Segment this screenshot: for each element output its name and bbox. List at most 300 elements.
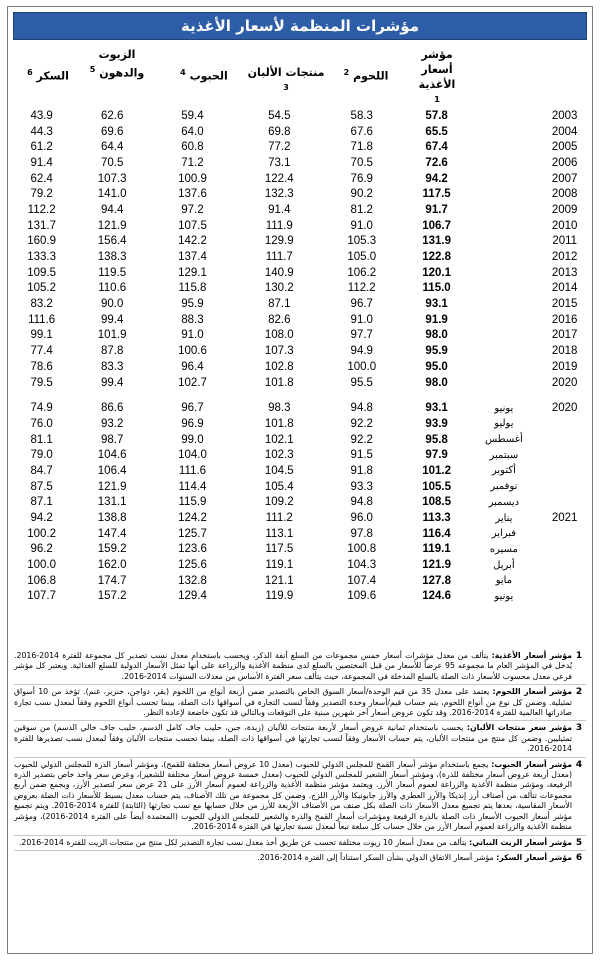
gap-cell: [8, 390, 594, 400]
month-label: [472, 343, 535, 359]
table-row: [8, 265, 594, 281]
month-label: أغسطس: [484, 434, 523, 446]
oils-value: 62.6: [100, 109, 124, 122]
footnote-text: [14, 651, 572, 682]
month-label: أكتوبر: [491, 465, 516, 477]
table-row: [8, 171, 594, 187]
table-body: [8, 108, 594, 604]
table-row: [8, 234, 594, 250]
meat-value: 91.5: [350, 449, 373, 462]
footnote-text: [14, 723, 572, 754]
sugar-value: 91.4: [30, 156, 53, 169]
table-row: [8, 108, 594, 124]
dairy-value: 109.2: [264, 496, 294, 509]
footnote-number: 3: [575, 723, 583, 734]
oils-value: 138.8: [97, 512, 127, 525]
month-label: ديسمبر: [488, 496, 520, 508]
dairy-value: 117.5: [265, 543, 294, 556]
food-index-value: 72.6: [425, 156, 448, 169]
cereals-value: 137.4: [178, 251, 207, 264]
cereals-value: 96.9: [181, 417, 204, 430]
sugar-value: 79.5: [30, 376, 53, 389]
cereals-value: 124.2: [178, 512, 207, 525]
food-index-value: 119.1: [422, 543, 451, 556]
food-index-value: 115.0: [422, 282, 451, 295]
cereals-value: 99.0: [181, 433, 204, 446]
month-label: [472, 359, 535, 375]
dairy-value: 129.9: [264, 235, 294, 248]
sugar-value: 160.9: [27, 235, 57, 248]
cereals-value: 125.6: [178, 559, 207, 572]
sugar-value: 81.1: [30, 433, 53, 446]
dairy-value: 102.1: [264, 433, 294, 446]
food-index-value: 95.8: [425, 433, 448, 446]
oils-value: 90.0: [100, 298, 124, 311]
oils-value: 156.4: [97, 235, 127, 248]
table-row: [8, 542, 594, 558]
table-row: [8, 447, 594, 463]
footnote-number: 6: [575, 852, 583, 863]
footnote-body: يحسب باستخدام ثمانية عروض أسعار لأربعة منتجات للألبان (زبدة، جبن، حليب جاف كامل الدسم، حليب جاف خالي الدسم) من سوقين تمثيليين. وضمن كل منتج من منتجات الألبان، يتم حساب الأسعار وفقاً لنسب تجارتها في أسواقها ذات الصلة، بينما تحسب منتجات الألبان وفقاً لمعدل نسب تصديرها للفترة 2014-2016.: [14, 723, 572, 754]
page: [7, 6, 593, 954]
footnote: [14, 760, 586, 836]
year-label: 2011: [552, 235, 578, 248]
year-label: [535, 589, 594, 605]
oils-value: 138.3: [97, 251, 127, 264]
footnote-text: [14, 687, 572, 718]
food-index-value: 106.7: [422, 219, 451, 232]
food-index-value: 67.4: [425, 141, 448, 154]
table-row: [8, 296, 594, 312]
meat-value: 58.3: [350, 109, 373, 122]
year-label: 2016: [551, 313, 578, 326]
cereals-value: 129.4: [178, 590, 207, 603]
meat-value: 91.0: [350, 219, 373, 232]
year-label: [535, 416, 594, 432]
food-index-value: 127.8: [422, 574, 451, 587]
year-label: 2005: [551, 141, 578, 154]
year-label: 2012: [551, 251, 578, 264]
sugar-value: 79.2: [30, 188, 53, 201]
sugar-value: 43.9: [30, 109, 53, 122]
footnote-title: مؤشر سعر منتجات الألبان:: [466, 723, 572, 733]
sugar-value: 74.9: [30, 402, 53, 415]
dairy-value: 108.0: [264, 329, 294, 342]
food-index-value: 101.2: [422, 464, 451, 477]
footnote-number: 1: [575, 651, 583, 661]
sugar-value: 111.6: [28, 313, 56, 326]
cereals-value: 60.8: [181, 141, 204, 154]
meat-value: 105.0: [347, 251, 377, 264]
month-label: [472, 328, 535, 344]
table-row: [8, 432, 594, 448]
footnote: [14, 838, 586, 851]
meat-value: 94.8: [350, 402, 373, 415]
year-label: 2015: [551, 298, 578, 311]
dairy-value: 105.4: [264, 480, 294, 493]
dairy-value: 91.4: [268, 203, 291, 216]
sugar-value: 109.5: [27, 266, 57, 279]
year-label: [535, 557, 594, 573]
table-row: [8, 479, 594, 495]
month-label: [472, 249, 535, 265]
month-label: [472, 139, 535, 155]
year-label: [535, 479, 594, 495]
dairy-value: 140.9: [264, 266, 294, 279]
cereals-value: 91.0: [181, 329, 204, 342]
meat-value: 94.8: [350, 496, 373, 509]
table-row: [8, 281, 594, 297]
footnote-text: [14, 760, 572, 833]
cereals-value: 123.6: [178, 543, 207, 556]
dairy-value: 102.8: [264, 360, 294, 373]
dairy-value: 98.3: [268, 402, 291, 415]
table-row: [8, 124, 594, 140]
month-label: نوفمبر: [490, 481, 518, 493]
food-index-value: 98.0: [425, 376, 448, 389]
oils-value: 121.9: [97, 480, 127, 493]
month-label: مايو: [495, 575, 513, 587]
oils-value: 69.6: [100, 125, 124, 138]
dairy-value: 111.2: [265, 512, 293, 525]
oils-value: 174.7: [97, 574, 127, 587]
header-meat: اللحوم $^2$: [343, 68, 389, 83]
meat-value: 70.5: [350, 156, 373, 169]
meat-value: 71.8: [350, 141, 373, 154]
meat-value: 106.2: [347, 266, 377, 279]
dairy-value: 101.8: [264, 417, 294, 430]
year-label: 2004: [551, 125, 578, 138]
header-food: مؤشر أسعار الأغذية $^1$: [418, 48, 456, 104]
month-label: [472, 108, 535, 124]
table-row: [8, 202, 594, 218]
food-index-value: 91.7: [425, 203, 448, 216]
oils-value: 157.2: [97, 590, 127, 603]
footnote-title: مؤشر أسعار الزيت النباتي:: [469, 837, 572, 847]
oils-value: 93.2: [100, 417, 124, 430]
month-label: يونيو: [494, 402, 514, 414]
meat-value: 92.2: [350, 433, 373, 446]
table-row: [8, 343, 594, 359]
oils-value: 83.3: [100, 360, 124, 373]
month-label: [472, 296, 535, 312]
sugar-value: 77.4: [30, 345, 53, 358]
table-row: [8, 312, 594, 328]
sugar-value: 62.4: [30, 172, 53, 185]
oils-value: 110.6: [98, 282, 127, 295]
meat-value: 96.7: [350, 298, 373, 311]
footnote-title: مؤشر أسعار الحبوب:: [491, 759, 572, 769]
meat-value: 96.0: [350, 512, 373, 525]
dairy-value: 122.4: [264, 172, 294, 185]
footnote-body: يجمع باستخدام مؤشر أسعار القمح للمجلس الدولي للحبوب (معدل 10 عروض أسعار مختلفة للقمح)، ومؤشر أسعار الذرة للمجلس الدولي للحبوب (معدل أربعة عروض أسعار مختلفة للذرة)، ومؤشر أسعار الشعير للمجلس الدولي للحبوب (معدل خمسة عروض أسعار مختلفة للشعير)، وعرض سعر واحد خاص بتصدير الذرة الرفيعة، ومؤشر منظمة الأغذية والزراعة لعموم أسعار الأرز. ويعتمد مؤشر منظمة الأغذية والزراعة لعموم أسعار الأرز على 21 عرض سعر لتصدير الأرز، ويجمع ضمن أربع مجموعات تتألف من أصناف أرز إنديكا والأرز العطري والأرز جابونيكا والأرز اللزج. وضمن كل مجموعة من تلك الأصناف، يتم حساب معدل بسيط للأسعار ذات الصلة بعروض الأسعار المقاسية، بعدها يتم تجميع معدل الأسعار ذات الصلة بكل صنف من الأصناف الأربعة للأرز من خلال حسابها مع نسب تجارتها (الثابتة) للفترة 2014-2016. ويتم تجميع مؤشر أسعار الحبوب الأسعار ذات الصلة بالذرة الرفيعة ومؤشرات أسعار القمح والذرة والشعير للمجلس الدولي للحبوب (المعتمدة أيضاً على الفترة 2014-2016)، ومؤشر منظمة الأغذية والزراعة لعموم أسعار الأرز من خلال حساب كل سلعة تبعاً لمعدل نسبة تجارتها في الفترة 2014-2016.: [14, 759, 573, 832]
year-label: [535, 542, 594, 558]
month-label: [472, 202, 535, 218]
year-label: 2003: [551, 109, 578, 122]
dairy-value: 119.9: [265, 590, 294, 603]
food-index-value: 95.9: [425, 345, 448, 358]
dairy-value: 69.8: [268, 125, 291, 138]
price-index-table: [8, 108, 594, 604]
table-row: [8, 328, 594, 344]
oils-value: 104.6: [97, 449, 127, 462]
meat-value: 105.3: [347, 235, 377, 248]
table-row: [8, 218, 594, 234]
food-index-value: 65.5: [425, 125, 448, 138]
cereals-value: 111.6: [178, 464, 206, 477]
sugar-value: 100.2: [27, 527, 57, 540]
food-index-value: 94.2: [425, 172, 448, 185]
dairy-value: 107.3: [264, 345, 294, 358]
year-label: 2013: [551, 266, 578, 279]
dairy-value: 130.2: [264, 282, 294, 295]
year-label: [535, 526, 594, 542]
food-index-value: 108.5: [422, 496, 451, 509]
footnote-number: 5: [575, 837, 583, 848]
dairy-value: 77.2: [268, 141, 291, 154]
oils-value: 141.0: [97, 188, 127, 201]
footnote-title: مؤشر أسعار الأغذية:: [491, 651, 572, 660]
food-index-value: 117.5: [422, 188, 451, 201]
oils-value: 101.9: [97, 329, 127, 342]
dairy-value: 121.1: [264, 574, 294, 587]
food-index-value: 113.3: [422, 512, 451, 525]
cereals-value: 96.4: [181, 360, 204, 373]
cereals-value: 115.9: [178, 496, 207, 509]
oils-value: 106.4: [97, 464, 127, 477]
month-label: يوليو: [494, 418, 514, 430]
meat-value: 76.9: [350, 172, 373, 185]
cereals-value: 129.1: [178, 266, 207, 279]
oils-value: 162.0: [97, 559, 127, 572]
meat-value: 95.5: [350, 376, 373, 389]
year-label: 2018: [551, 345, 578, 358]
sugar-value: 107.7: [27, 590, 57, 603]
cereals-value: 132.8: [178, 574, 207, 587]
dairy-value: 73.1: [268, 156, 291, 169]
footnote-number: 4: [575, 759, 583, 770]
meat-value: 104.3: [347, 559, 377, 572]
cereals-value: 100.9: [178, 172, 207, 185]
dairy-value: 111.9: [265, 219, 293, 232]
cereals-value: 102.7: [178, 376, 207, 389]
cereals-value: 107.5: [178, 219, 207, 232]
oils-value: 99.4: [100, 313, 124, 326]
table-row: [8, 359, 594, 375]
table-row: [8, 526, 594, 542]
oils-value: 107.3: [97, 172, 127, 185]
month-label: فبراير: [491, 528, 517, 540]
year-label: 2014: [551, 282, 578, 295]
footnote-body: يتألف من معدل أسعار 10 زيوت مختلفة تحسب عن طريق أخذ معدل نسب تجارة التصدير لكل منتج من منتجات الزيت للفترة 2014-2016.: [18, 837, 467, 847]
month-label: [472, 124, 535, 140]
dairy-value: 119.1: [265, 559, 294, 572]
dairy-value: 111.7: [265, 251, 293, 264]
meat-value: 92.2: [350, 417, 373, 430]
food-index-value: 131.9: [422, 235, 451, 248]
cereals-value: 88.3: [181, 313, 204, 326]
month-label: [472, 234, 535, 250]
sugar-value: 79.0: [30, 449, 53, 462]
year-label: 2020: [551, 402, 578, 415]
oils-value: 119.5: [98, 266, 127, 279]
sugar-value: 84.7: [30, 464, 53, 477]
footnote-title: مؤشر أسعار السكر:: [496, 852, 572, 862]
meat-value: 94.9: [350, 345, 373, 358]
month-label: سبتمبر: [489, 449, 519, 461]
meat-value: 107.4: [347, 574, 377, 587]
oils-value: 94.4: [100, 203, 124, 216]
cereals-value: 64.0: [181, 125, 204, 138]
footnote-text: [14, 838, 572, 848]
food-index-value: 122.8: [422, 251, 451, 264]
footnote: [14, 687, 586, 721]
table-row: [8, 510, 594, 526]
dairy-value: 101.8: [264, 376, 294, 389]
meat-value: 109.6: [347, 590, 377, 603]
sugar-value: 106.8: [27, 574, 57, 587]
cereals-value: 104.0: [178, 449, 207, 462]
year-label: 2006: [551, 156, 578, 169]
footnote-body: مؤشر أسعار الاتفاق الدولي بشأن السكر استناداً إلى الفترة 2014-2016.: [257, 852, 494, 862]
year-label: [535, 432, 594, 448]
sugar-value: 76.0: [30, 417, 53, 430]
footnote: [14, 853, 586, 865]
food-index-value: 121.9: [422, 559, 451, 572]
header-dairy: منتجات الألبان $^3$: [247, 66, 325, 92]
sugar-value: 78.6: [30, 360, 53, 373]
dairy-value: 54.5: [268, 109, 291, 122]
sugar-value: 133.3: [27, 251, 57, 264]
year-label: 2019: [551, 360, 578, 373]
meat-value: 100.8: [347, 543, 377, 556]
table-row: [8, 416, 594, 432]
oils-value: 159.2: [97, 543, 127, 556]
oils-value: 98.7: [100, 433, 124, 446]
month-label: [472, 218, 535, 234]
month-label: [472, 312, 535, 328]
footnote-body: يتألف من معدل مؤشرات أسعار خمس مجموعات من السلع آنفة الذكر، ويحسب باستخدام معدل نسب تصدير كل مجموعة للفترة 2014-2016. يُدخل في المؤشر العام ما مجموعه 95 عرضاً للأسعار من قبل المختصين بالسلع لدى منظمة الأغذية والزراعة على أنها تمثل الأسعار الدولية للسلع الغذائية. ويعتبر كل مؤشر فرعي معدل محسوب للأسعار ذات الصلة بالسلع المدخلة في المجموعة، حيث يتألف سعر الفترة الأساس من معدلات السنوات 2014-2016.: [14, 651, 572, 681]
month-label: يونيو: [494, 590, 514, 602]
sugar-value: 112.2: [27, 203, 56, 216]
cereals-value: 142.2: [178, 235, 207, 248]
dairy-value: 87.1: [268, 298, 291, 311]
cereals-value: 115.8: [178, 282, 207, 295]
meat-value: 112.2: [347, 282, 376, 295]
footnote-title: مؤشر أسعار اللحوم:: [492, 687, 573, 697]
meat-value: 81.2: [350, 203, 373, 216]
food-index-value: 116.4: [422, 527, 451, 540]
footnotes: [14, 651, 586, 867]
dairy-value: 132.3: [264, 188, 294, 201]
table-row: [8, 155, 594, 171]
page-title: مؤشرات المنظمة لأسعار الأغذية: [181, 17, 419, 35]
oils-value: 147.4: [97, 527, 127, 540]
sugar-value: 87.5: [30, 480, 53, 493]
sugar-value: 100.0: [27, 559, 57, 572]
table-row: [8, 557, 594, 573]
year-label: [535, 495, 594, 511]
oils-value: 99.4: [100, 376, 124, 389]
year-label: [535, 447, 594, 463]
sugar-value: 94.2: [30, 512, 53, 525]
sugar-value: 105.2: [27, 282, 57, 295]
year-label: 2007: [551, 172, 578, 185]
oils-value: 121.9: [97, 219, 127, 232]
meat-value: 90.2: [350, 188, 373, 201]
meat-value: 67.6: [350, 125, 373, 138]
meat-value: 97.7: [350, 329, 373, 342]
table-row: [8, 589, 594, 605]
meat-value: 100.0: [347, 360, 377, 373]
table-row: [8, 249, 594, 265]
month-label: [472, 171, 535, 187]
year-label: 2017: [551, 329, 578, 342]
footnote-number: 2: [575, 687, 583, 698]
header-cereals: الحبوب $^4$: [180, 68, 228, 83]
dairy-value: 102.3: [264, 449, 294, 462]
food-index-value: 95.0: [425, 360, 448, 373]
month-label: أبريل: [493, 559, 515, 571]
header-oils: الزيوت والدهون $^5$: [89, 48, 145, 80]
title-banner: [13, 12, 587, 40]
month-label: [472, 375, 535, 391]
year-label: [535, 463, 594, 479]
table-row: [8, 573, 594, 589]
month-label: [472, 281, 535, 297]
month-label: يناير: [495, 512, 513, 524]
month-label: مسيره: [489, 543, 518, 555]
section-gap: [8, 390, 594, 400]
cereals-value: 71.2: [181, 156, 204, 169]
cereals-value: 114.4: [178, 480, 207, 493]
table-row: [8, 495, 594, 511]
year-label: 2021: [551, 512, 578, 525]
food-index-value: 93.1: [425, 298, 448, 311]
sugar-value: 44.3: [30, 125, 53, 138]
cereals-value: 95.9: [181, 298, 204, 311]
year-label: 2010: [551, 219, 578, 232]
oils-value: 131.1: [97, 496, 127, 509]
cereals-value: 125.7: [178, 527, 207, 540]
table-row: [8, 139, 594, 155]
food-index-value: 120.1: [422, 266, 451, 279]
footnote-body: يعتمد على معدل 35 من قيم الوحدة/أسعار السوق الخاص بالتصدير ضمن أربعة أنواع من اللحوم (بقر، دواجن، خنزير، غنم). تؤخذ من 10 أسواق تمثيلية. وضمن كل نوع من أنواع اللحوم، يتم حساب قيم/أسعار وحدة التصدير وفقاً لنسب التجارة في أسواقها ذات الصلة، بينما تحسب أنواع اللحوم وفقاً لمعدل نسب تجارة صادراتها العالمية للفترة 2014-2016. وقد تكون عروض أسعار آخر شهرين مبنية على التوقعات وبالتالي قد تكون خاضعة لإعادة النظر.: [14, 687, 572, 718]
meat-value: 93.3: [350, 480, 373, 493]
month-label: [472, 265, 535, 281]
sugar-value: 61.2: [30, 141, 53, 154]
cereals-value: 100.6: [178, 345, 207, 358]
food-index-value: 98.0: [425, 329, 448, 342]
meat-value: 91.0: [350, 313, 373, 326]
year-label: 2020: [551, 376, 578, 389]
food-index-value: 93.1: [425, 402, 448, 415]
meat-value: 91.8: [350, 464, 373, 477]
month-label: [472, 186, 535, 202]
table-row: [8, 400, 594, 416]
header-sugar: السكر $^6$: [27, 68, 69, 83]
cereals-value: 59.4: [181, 109, 204, 122]
oils-value: 86.6: [100, 402, 124, 415]
food-index-value: 97.9: [425, 449, 448, 462]
dairy-value: 113.1: [265, 527, 294, 540]
meat-value: 97.8: [350, 527, 373, 540]
sugar-value: 83.2: [30, 298, 53, 311]
oils-value: 64.4: [100, 141, 124, 154]
year-label: 2009: [551, 203, 578, 216]
food-index-value: 124.6: [422, 590, 451, 603]
table-row: [8, 463, 594, 479]
